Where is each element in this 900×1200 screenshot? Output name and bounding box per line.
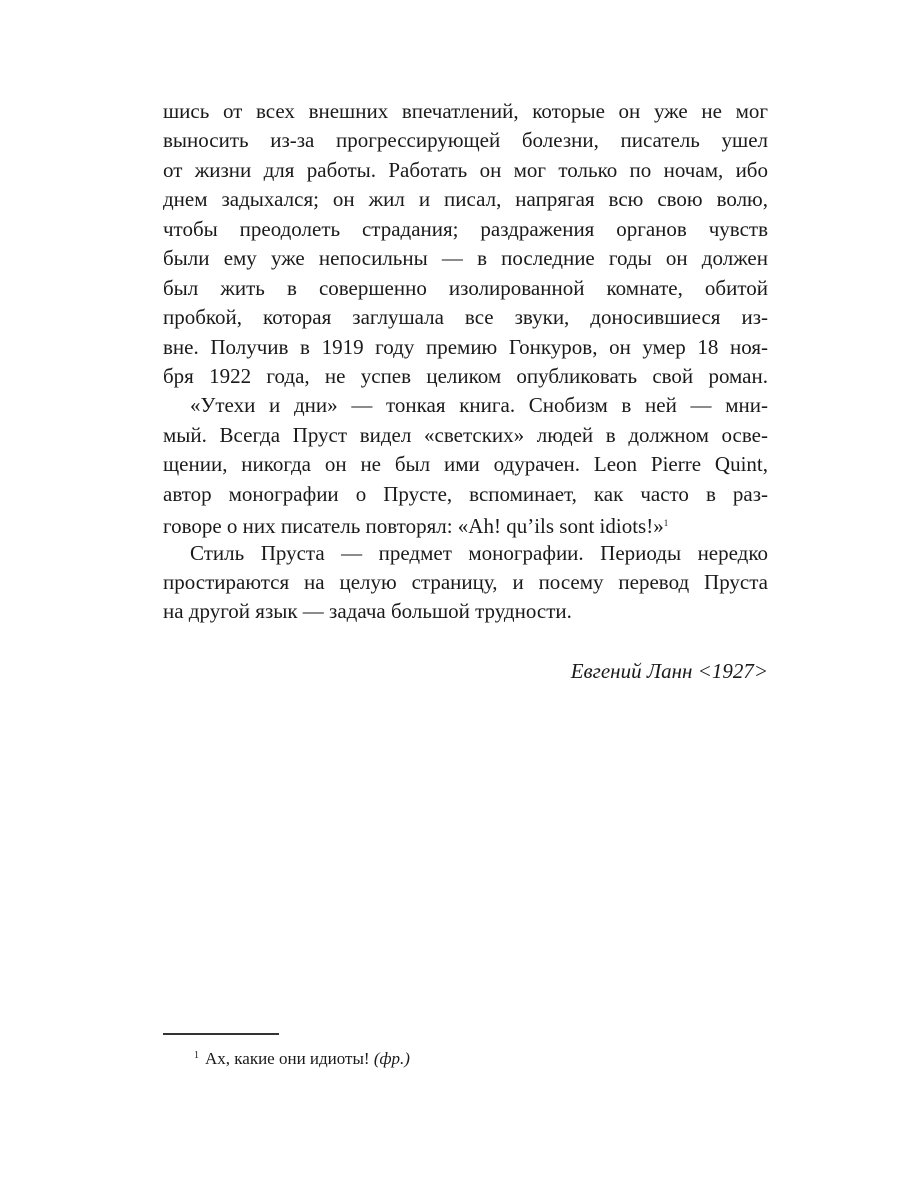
signature: Евгений Ланн <1927> bbox=[570, 659, 768, 683]
text-line: пробкой, которая заглушала все звуки, доносившиеся из- bbox=[163, 305, 768, 330]
text-line: были ему уже непосильны — в последние годы он должен bbox=[163, 246, 768, 271]
text-line bbox=[163, 509, 768, 538]
text-line: вне. Получив в 1919 году премию Гонкуров, он умер 18 ноя- bbox=[163, 334, 768, 359]
text-line: днем задыхался; он жил и писал, напрягая всю свою волю, bbox=[163, 187, 768, 212]
footnote-divider bbox=[163, 1033, 279, 1035]
footnote-reference[interactable]: 1 bbox=[663, 518, 669, 529]
text-line: Стиль Пруста — предмет монографии. Периоды нередко bbox=[190, 540, 768, 565]
footnote-language: (фр.) bbox=[373, 1049, 410, 1068]
text-line: шись от всех внешних впечатлений, которые он уже не мог bbox=[163, 99, 768, 123]
text-line: «Утехи и дни» — тонкая книга. Снобизм в ней — мни- bbox=[190, 393, 768, 418]
text-line: бря 1922 года, не успев целиком опубликовать свой роман. bbox=[163, 363, 768, 388]
footnote-number: 1 bbox=[194, 1050, 199, 1061]
text-line: был жить в совершенно изолированной комнате, обитой bbox=[163, 275, 768, 300]
footnote-text: Ах, какие они идиоты! bbox=[205, 1049, 374, 1068]
footnote bbox=[194, 1044, 410, 1071]
text-line: от жизни для работы. Работать он мог только по ночам, ибо bbox=[163, 157, 768, 182]
text-line: выносить из-за прогрессирующей болезни, писатель ушел bbox=[163, 128, 768, 153]
text-line: щении, никогда он не был ими одурачен. Leon Pierre Quint, bbox=[163, 452, 768, 477]
text-line: автор монографии о Прусте, вспоминает, как часто в раз- bbox=[163, 481, 768, 506]
body-text bbox=[163, 97, 768, 627]
text-line: на другой язык — задача большой трудности. bbox=[163, 599, 572, 624]
text-line: простираются на целую страницу, и посему перевод Пруста bbox=[163, 570, 768, 594]
text-line-content: говоре о них писатель повторял: «Ah! qu’ils sont idiots!» bbox=[163, 514, 664, 539]
text-line: мый. Всегда Пруст видел «светских» людей в должном осве- bbox=[163, 422, 768, 447]
text-line: чтобы преодолеть страдания; раздражения органов чувств bbox=[163, 216, 768, 241]
